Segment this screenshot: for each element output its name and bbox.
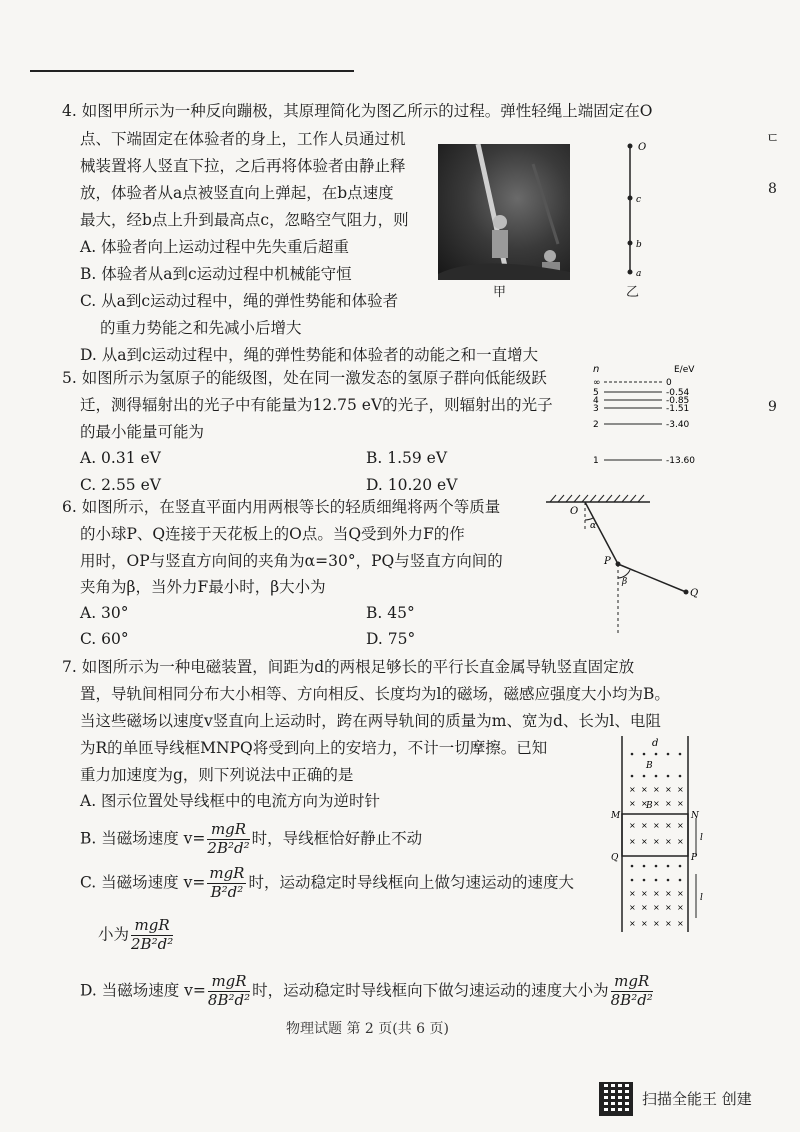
frame-p-label: P: [691, 853, 698, 863]
energy-level-n-label: 5: [593, 388, 599, 398]
q7-option-d-answer-fraction: [611, 974, 653, 1009]
q7-option-c-cont: [98, 918, 175, 953]
q7-option-b-fraction: [207, 822, 249, 857]
q6-option-a: A. 30°: [80, 604, 129, 622]
field-cross-mark: ×: [653, 785, 660, 794]
energy-level-value-label: -0.85: [666, 396, 690, 406]
field-cross-mark: ×: [653, 799, 660, 808]
q7-line-4: 为R的单匝导线框MNPQ将受到向上的安培力，不计一切摩擦。已知: [80, 739, 548, 757]
field-dot-mark: [655, 775, 658, 778]
field-in-region-3: [629, 889, 684, 928]
energy-level-n-label: 4: [593, 396, 599, 406]
q6-option-d: D. 75°: [366, 630, 416, 648]
field-cross-mark: ×: [641, 903, 648, 912]
field-cross-mark: ×: [641, 821, 648, 830]
field-dot-mark: [655, 879, 658, 882]
alpha-label: α: [590, 521, 597, 531]
q4-line-4: 放，体验者从a点被竖直向上弹起，在b点速度: [80, 184, 394, 202]
field-cross-mark: ×: [665, 785, 672, 794]
field-dot-mark: [643, 879, 646, 882]
l-label-1: l: [700, 833, 703, 843]
field-cross-mark: ×: [629, 799, 636, 808]
energy-axis-label: E/eV: [674, 365, 695, 375]
field-cross-mark: ×: [641, 889, 648, 898]
q4-line-5: 最大，经b点上升到最高点c，忽略空气阻力，则: [80, 211, 409, 229]
field-dot-mark: [679, 879, 682, 882]
fraction-denominator: 8B²d²: [207, 990, 251, 1009]
frame-n-label: N: [691, 811, 699, 821]
fraction-numerator: mgR: [131, 918, 173, 936]
point-q-label: Q: [690, 588, 699, 599]
frame-q-label: Q: [611, 853, 619, 863]
field-cross-mark: ×: [629, 919, 636, 928]
bungee-photo-illustration: [438, 144, 570, 280]
figure-jia-label: 甲: [493, 285, 507, 300]
q7-option-c-answer-fraction: [131, 918, 173, 953]
field-cross-mark: ×: [641, 919, 648, 928]
field-cross-mark: ×: [677, 785, 684, 794]
fraction-numerator: mgR: [209, 864, 245, 882]
q4-option-c-cont: 的重力势能之和先减小后增大: [100, 319, 302, 337]
field-cross-mark: ×: [641, 785, 648, 794]
fraction-numerator: mgR: [207, 822, 249, 840]
field-dot-mark: [631, 865, 634, 868]
field-cross-mark: ×: [653, 903, 660, 912]
fraction-numerator: mgR: [208, 974, 250, 992]
q7-option-b-suffix: 时，导线框恰好静止不动: [251, 829, 423, 848]
page-footer: 物理试题 第 2 页(共 6 页): [286, 1021, 449, 1037]
field-cross-mark: ×: [677, 821, 684, 830]
field-cross-mark: ×: [665, 919, 672, 928]
figure-yi-label: 乙: [626, 285, 640, 300]
q6-option-c: C. 60°: [80, 630, 129, 648]
q4-line-1: 4. 如图甲所示为一种反向蹦极，其原理简化为图乙所示的过程。弹性轻绳上端固定在O: [62, 102, 653, 120]
margin-mark-2: 8: [768, 181, 777, 197]
fraction-denominator: B²d²: [210, 882, 244, 901]
field-dot-mark: [667, 879, 670, 882]
q7-option-a: A. 图示位置处导线框中的电流方向为逆时针: [80, 792, 381, 810]
fraction-denominator: 2B²d²: [131, 934, 174, 953]
point-o-label: O: [638, 142, 647, 153]
field-dot-mark: [655, 753, 658, 756]
field-dots-region-2: [631, 865, 682, 882]
qr-code-icon: [599, 1082, 633, 1116]
q7-option-b: [80, 822, 422, 857]
field-cross-mark: ×: [665, 837, 672, 846]
q5-option-d: D. 10.20 eV: [366, 476, 458, 494]
energy-level-value-label: -3.40: [666, 420, 690, 430]
field-cross-mark: ×: [653, 821, 660, 830]
field-dot-mark: [631, 753, 634, 756]
fraction-denominator: 8B²d²: [610, 990, 653, 1009]
q4-option-b: B. 体验者从a到c运动过程中机械能守恒: [80, 265, 352, 283]
point-c-label: c: [636, 195, 642, 205]
field-dot-mark: [667, 753, 670, 756]
field-cross-mark: ×: [665, 903, 672, 912]
q6-option-b: B. 45°: [366, 604, 415, 622]
field-dot-mark: [643, 865, 646, 868]
q7-option-d: [80, 974, 655, 1009]
field-dot-mark: [679, 753, 682, 756]
q7-option-c: [80, 866, 574, 901]
field-dot-mark: [631, 879, 634, 882]
bungee-photo: [438, 144, 570, 280]
energy-level-n-label: 1: [593, 456, 599, 466]
field-cross-mark: ×: [677, 837, 684, 846]
field-dot-mark: [655, 865, 658, 868]
field-cross-mark: ×: [629, 785, 636, 794]
q6-line-2: 的小球P、Q连接于天花板上的O点。当Q受到外力F的作: [80, 525, 465, 543]
field-dot-mark: [667, 865, 670, 868]
energy-level-n-label: 2: [593, 420, 599, 430]
field-cross-mark: ×: [653, 837, 660, 846]
field-cross-mark: ×: [665, 889, 672, 898]
q7-option-c-prefix: C. 当磁场速度 v=: [80, 873, 206, 892]
q7-option-c-line2-prefix: 小为: [98, 925, 130, 944]
q5-option-a: A. 0.31 eV: [80, 449, 161, 467]
point-b-label: b: [636, 240, 642, 250]
pendulum-diagram: [540, 492, 710, 642]
q7-option-d-prefix: D. 当磁场速度 v=: [80, 981, 206, 1000]
field-cross-mark: ×: [629, 889, 636, 898]
b-label-1: B: [646, 761, 653, 771]
energy-level-value-label: -1.51: [666, 404, 690, 414]
d-label: d: [652, 738, 659, 749]
field-cross-mark: ×: [677, 903, 684, 912]
field-cross-mark: ×: [629, 837, 636, 846]
q4-option-c: C. 从a到c运动过程中，绳的弹性势能和体验者: [80, 292, 399, 310]
field-in-region-1: [629, 785, 684, 846]
q4-line-3: 械装置将人竖直下拉，之后再将体验者由静止释: [80, 157, 406, 175]
q7-line-1: 7. 如图所示为一种电磁装置，间距为d的两根足够长的平行长直金属导轨竖直固定放: [62, 658, 635, 676]
field-cross-mark: ×: [641, 799, 648, 808]
scanner-watermark: 扫描全能王 创建: [642, 1090, 752, 1108]
point-p-label: P: [604, 556, 611, 567]
fraction-denominator: 2B²d²: [207, 838, 250, 857]
field-dot-mark: [643, 775, 646, 778]
field-dot-mark: [631, 775, 634, 778]
energy-level-value-label: 0: [666, 378, 672, 388]
field-cross-mark: ×: [653, 919, 660, 928]
q5-line-1: 5. 如图所示为氢原子的能级图，处在同一激发态的氢原子群向低能级跃: [62, 369, 547, 387]
field-cross-mark: ×: [665, 821, 672, 830]
field-cross-mark: ×: [677, 919, 684, 928]
field-dot-mark: [679, 865, 682, 868]
field-cross-mark: ×: [629, 903, 636, 912]
field-out-region-top: [631, 753, 682, 778]
l-label-2: l: [700, 893, 703, 903]
field-cross-mark: ×: [653, 889, 660, 898]
magnetic-rail-diagram: [610, 736, 710, 936]
q7-option-c-fraction: [207, 866, 246, 901]
energy-level-value-label: -0.54: [666, 388, 690, 398]
bungee-diagram: [610, 140, 670, 285]
energy-level-n-label: 3: [593, 404, 599, 414]
q7-line-2: 置，导轨间相同分布大小相等、方向相反、长度均为l的磁场，磁感应强度大小均为B。: [80, 685, 670, 703]
point-a-label: a: [636, 269, 642, 279]
field-cross-mark: ×: [677, 799, 684, 808]
q5-line-3: 的最小能量可能为: [80, 423, 205, 441]
q6-line-4: 夹角为β，当外力F最小时，β大小为: [80, 578, 326, 596]
q7-option-c-suffix: 时，运动稳定时导线框向上做匀速运动的速度大: [248, 873, 574, 892]
fraction-numerator: mgR: [611, 974, 653, 992]
q7-line-5: 重力加速度为g，则下列说法中正确的是: [80, 766, 354, 784]
field-dot-mark: [643, 753, 646, 756]
q4-line-2: 点、下端固定在体验者的身上，工作人员通过机: [80, 130, 406, 148]
q6-line-3: 用时，OP与竖直方向间的夹角为α=30°，PQ与竖直方向间的: [80, 552, 503, 570]
q5-line-2: 迁，测得辐射出的光子中有能量为12.75 eV的光子，则辐射出的光子: [80, 396, 553, 414]
q7-option-d-suffix: 时，运动稳定时导线框向下做匀速运动的速度大小为: [252, 981, 609, 1000]
q4-option-a: A. 体验者向上运动过程中先失重后超重: [80, 238, 350, 256]
q5-option-b: B. 1.59 eV: [366, 449, 448, 467]
q7-option-d-fraction: [208, 974, 250, 1009]
beta-label: β: [622, 577, 628, 587]
energy-level-value-label: -13.60: [666, 456, 696, 466]
frame-m-label: M: [611, 811, 621, 821]
margin-mark-3: 9: [768, 399, 777, 415]
field-cross-mark: ×: [677, 889, 684, 898]
energy-level-diagram: [590, 362, 710, 472]
n-axis-label: n: [593, 364, 600, 375]
field-cross-mark: ×: [629, 821, 636, 830]
field-dot-mark: [667, 775, 670, 778]
b-label-2: B: [646, 801, 653, 811]
q4-option-d: D. 从a到c运动过程中，绳的弹性势能和体验者的动能之和一直增大: [80, 346, 539, 364]
field-cross-mark: ×: [665, 799, 672, 808]
q6-line-1: 6. 如图所示，在竖直平面内用两根等长的轻质细绳将两个等质量: [62, 498, 501, 516]
margin-mark-1: ㄷ: [766, 131, 780, 147]
q7-line-3: 当这些磁场以速度v竖直向上运动时，跨在两导轨间的质量为m、宽为d、长为l、电阻: [80, 712, 661, 730]
field-cross-mark: ×: [641, 837, 648, 846]
point-o-label: O: [570, 506, 579, 517]
field-dot-mark: [679, 775, 682, 778]
q7-option-b-prefix: B. 当磁场速度 v=: [80, 829, 206, 848]
q5-option-c: C. 2.55 eV: [80, 476, 161, 494]
header-rule: [30, 70, 354, 72]
energy-level-n-label: ∞: [593, 378, 601, 388]
